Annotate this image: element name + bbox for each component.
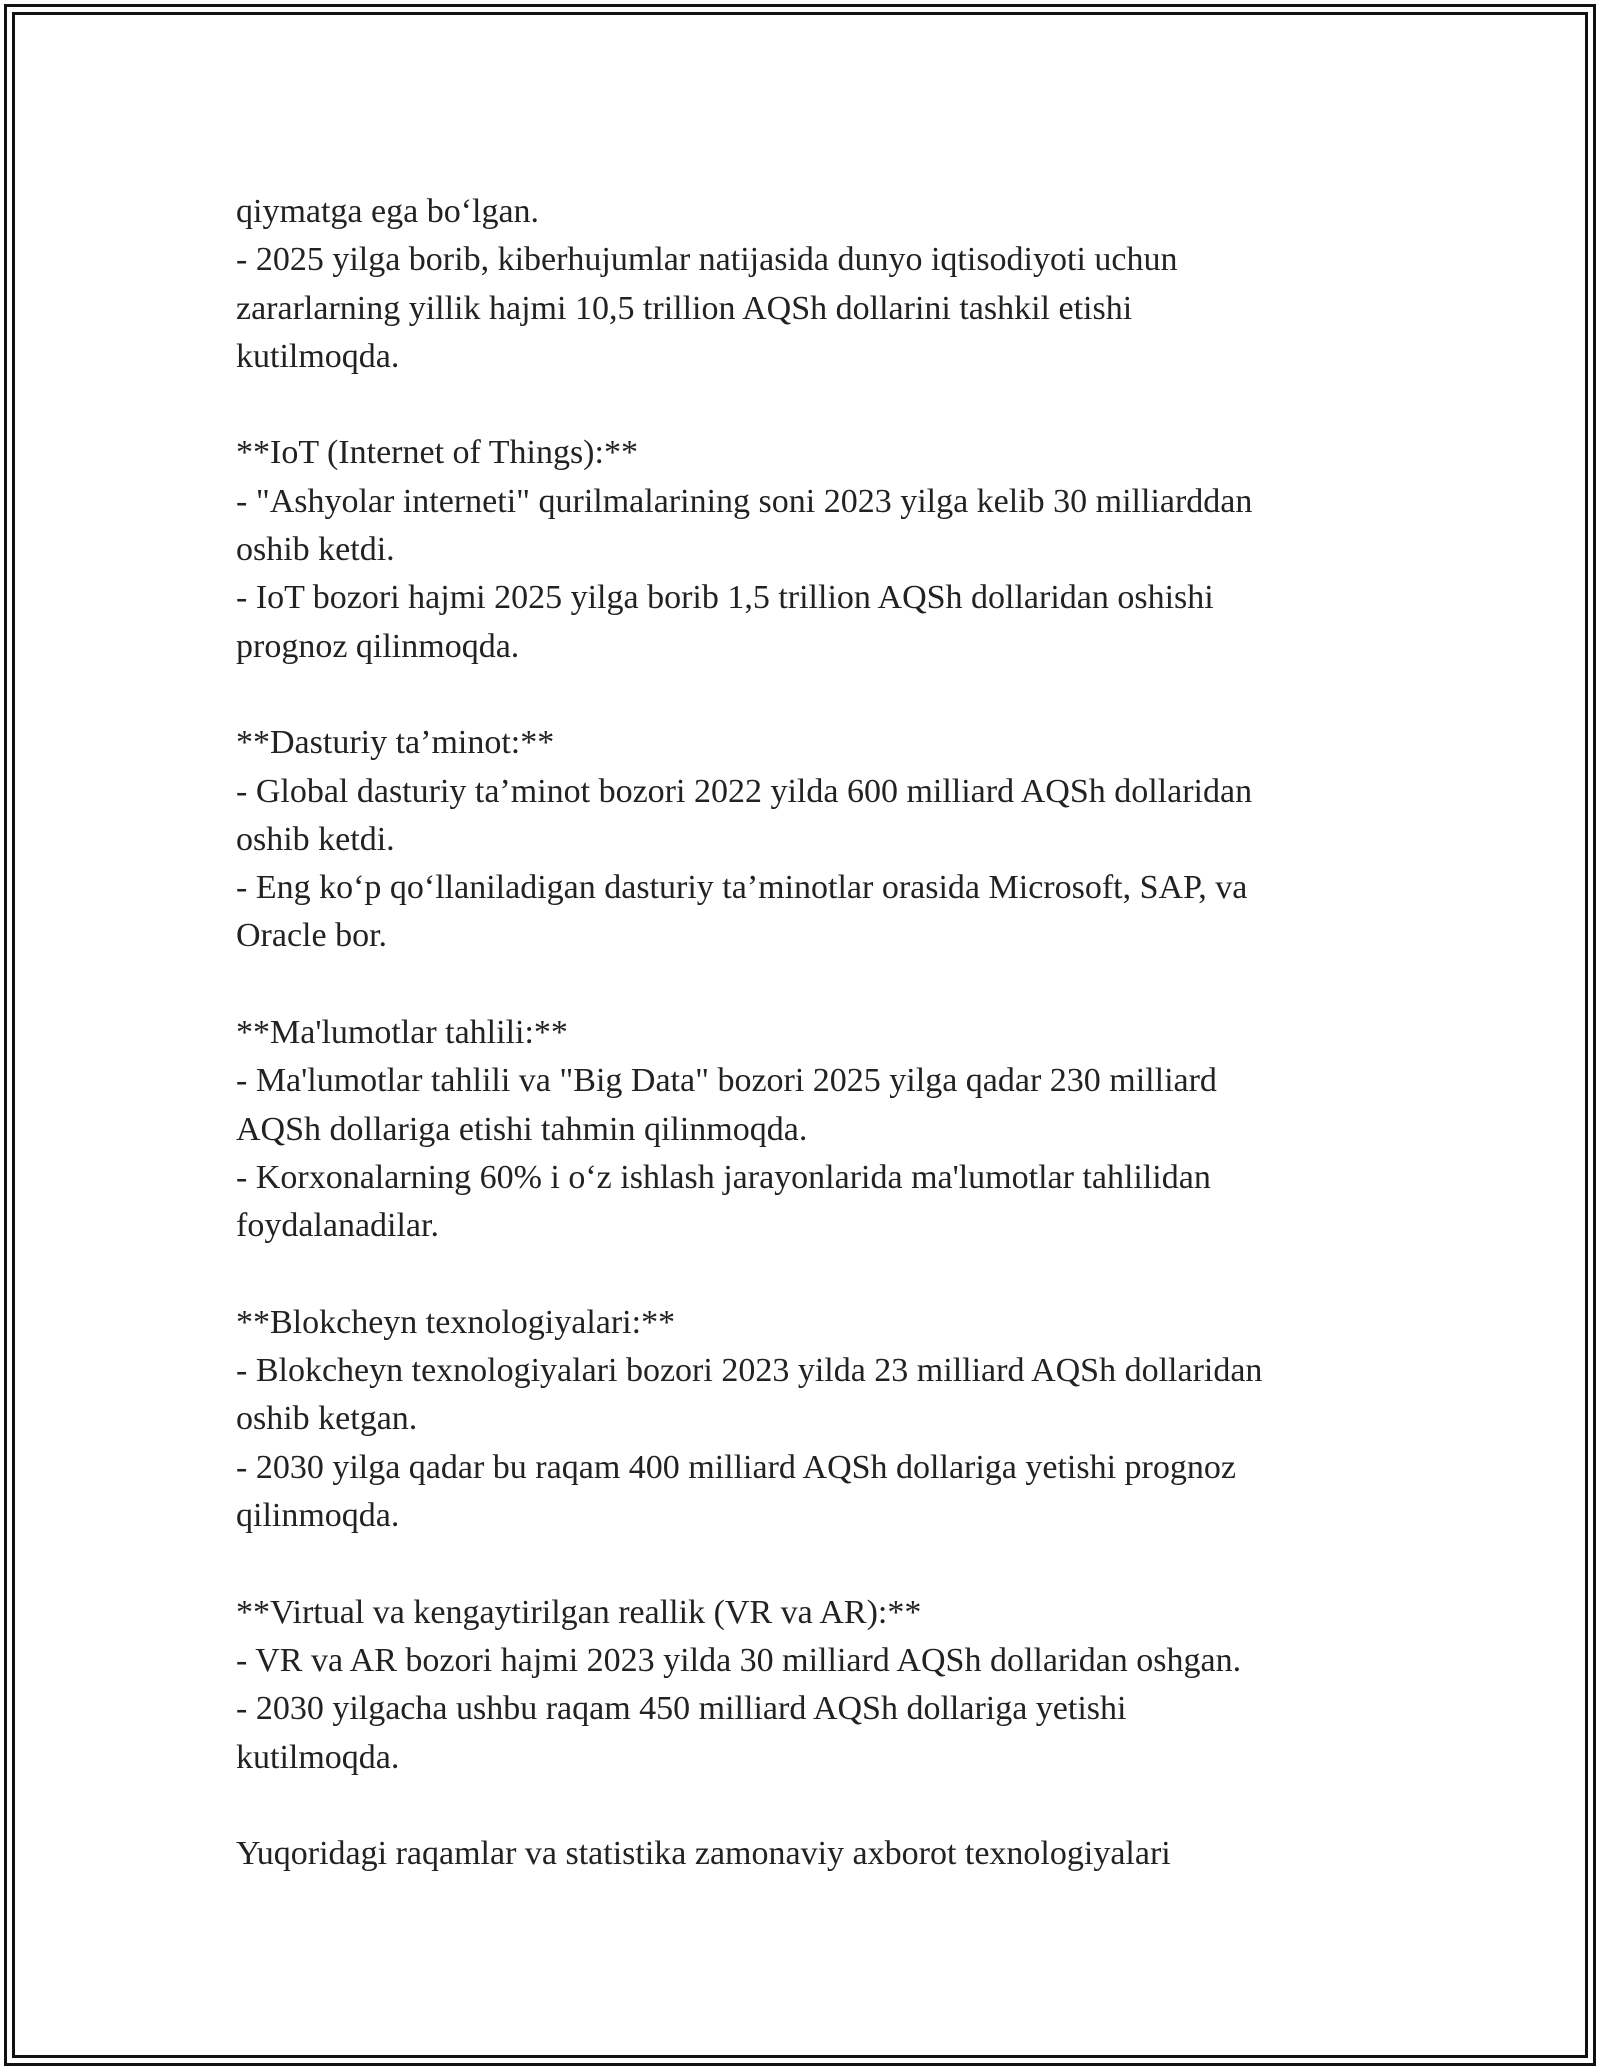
paragraph-gap [236,961,1376,1009]
text-line: - Korxonalarning 60% i o‘z ishlash jarayonlarida ma'lumotlar tahlilidan [236,1158,1211,1196]
text-line: qiymatga ega bo‘lgan. [236,193,540,230]
document-body [236,188,1376,1878]
text-line: oshib ketdi. [236,820,395,858]
section-heading: **Ma'lumotlar tahlili:** [236,1014,568,1052]
paragraph-cybersecurity-end [236,188,1376,381]
text-line: - IoT bozori hajmi 2025 yilga borib 1,5 trillion AQSh dollaridan oshishi [236,579,1214,617]
paragraph-gap [236,671,1376,719]
text-line: kutilmoqda. [236,337,400,375]
text-line: - Blokcheyn texnologiyalari bozori 2023 yilda 23 milliard AQSh dollaridan [236,1352,1263,1390]
text-line: AQSh dollariga etishi tahmin qilinmoqda. [236,1110,808,1148]
text-line: oshib ketgan. [236,1400,418,1438]
text-line: Yuqoridagi raqamlar va statistika zamonaviy axborot texnologiyalari [236,1835,1171,1873]
text-line: - 2030 yilgacha ushbu raqam 450 milliard AQSh dollariga yetishi [236,1690,1127,1728]
text-line: - 2025 yilga borib, kiberhujumlar natijasida dunyo iqtisodiyoti uchun [236,241,1178,279]
paragraph-gap [236,1540,1376,1588]
text-line: Oracle bor. [236,917,388,955]
paragraph-gap [236,1782,1376,1830]
section-heading: **Virtual va kengaytirilgan reallik (VR va AR):** [236,1593,922,1631]
paragraph-iot [236,429,1376,670]
paragraph-conclusion [236,1830,1376,1878]
paragraph-gap [236,1251,1376,1299]
paragraph-software [236,719,1376,960]
text-line: - Global dasturiy ta’minot bozori 2022 yilda 600 milliard AQSh dollaridan [236,772,1253,810]
text-line: - Ma'lumotlar tahlili va "Big Data" bozori 2025 yilga qadar 230 milliard [236,1062,1217,1100]
section-heading: **IoT (Internet of Things):** [236,434,638,472]
paragraph-gap [236,381,1376,429]
text-line: foydalanadilar. [236,1207,439,1245]
paragraph-vr-ar [236,1589,1376,1782]
text-line: - VR va AR bozori hajmi 2023 yilda 30 milliard AQSh dollaridan oshgan. [236,1641,1242,1679]
text-line: zararlarning yillik hajmi 10,5 trillion AQSh dollarini tashkil etishi [236,289,1133,327]
section-heading: **Blokcheyn texnologiyalari:** [236,1303,676,1341]
text-line: - "Ashyolar interneti" qurilmalarining soni 2023 yilga kelib 30 milliarddan [236,482,1253,520]
text-line: prognoz qilinmoqda. [236,627,520,665]
paragraph-data-analysis [236,1009,1376,1250]
text-line: oshib ketdi. [236,531,395,569]
text-line: kutilmoqda. [236,1738,400,1776]
section-heading: **Dasturiy ta’minot:** [236,724,555,762]
paragraph-blockchain [236,1299,1376,1540]
text-line: qilinmoqda. [236,1497,400,1535]
text-line: - 2030 yilga qadar bu raqam 400 milliard AQSh dollariga yetishi prognoz [236,1448,1236,1486]
text-line: - Eng ko‘p qo‘llaniladigan dasturiy ta’minotlar orasida Microsoft, SAP, va [236,869,1248,907]
